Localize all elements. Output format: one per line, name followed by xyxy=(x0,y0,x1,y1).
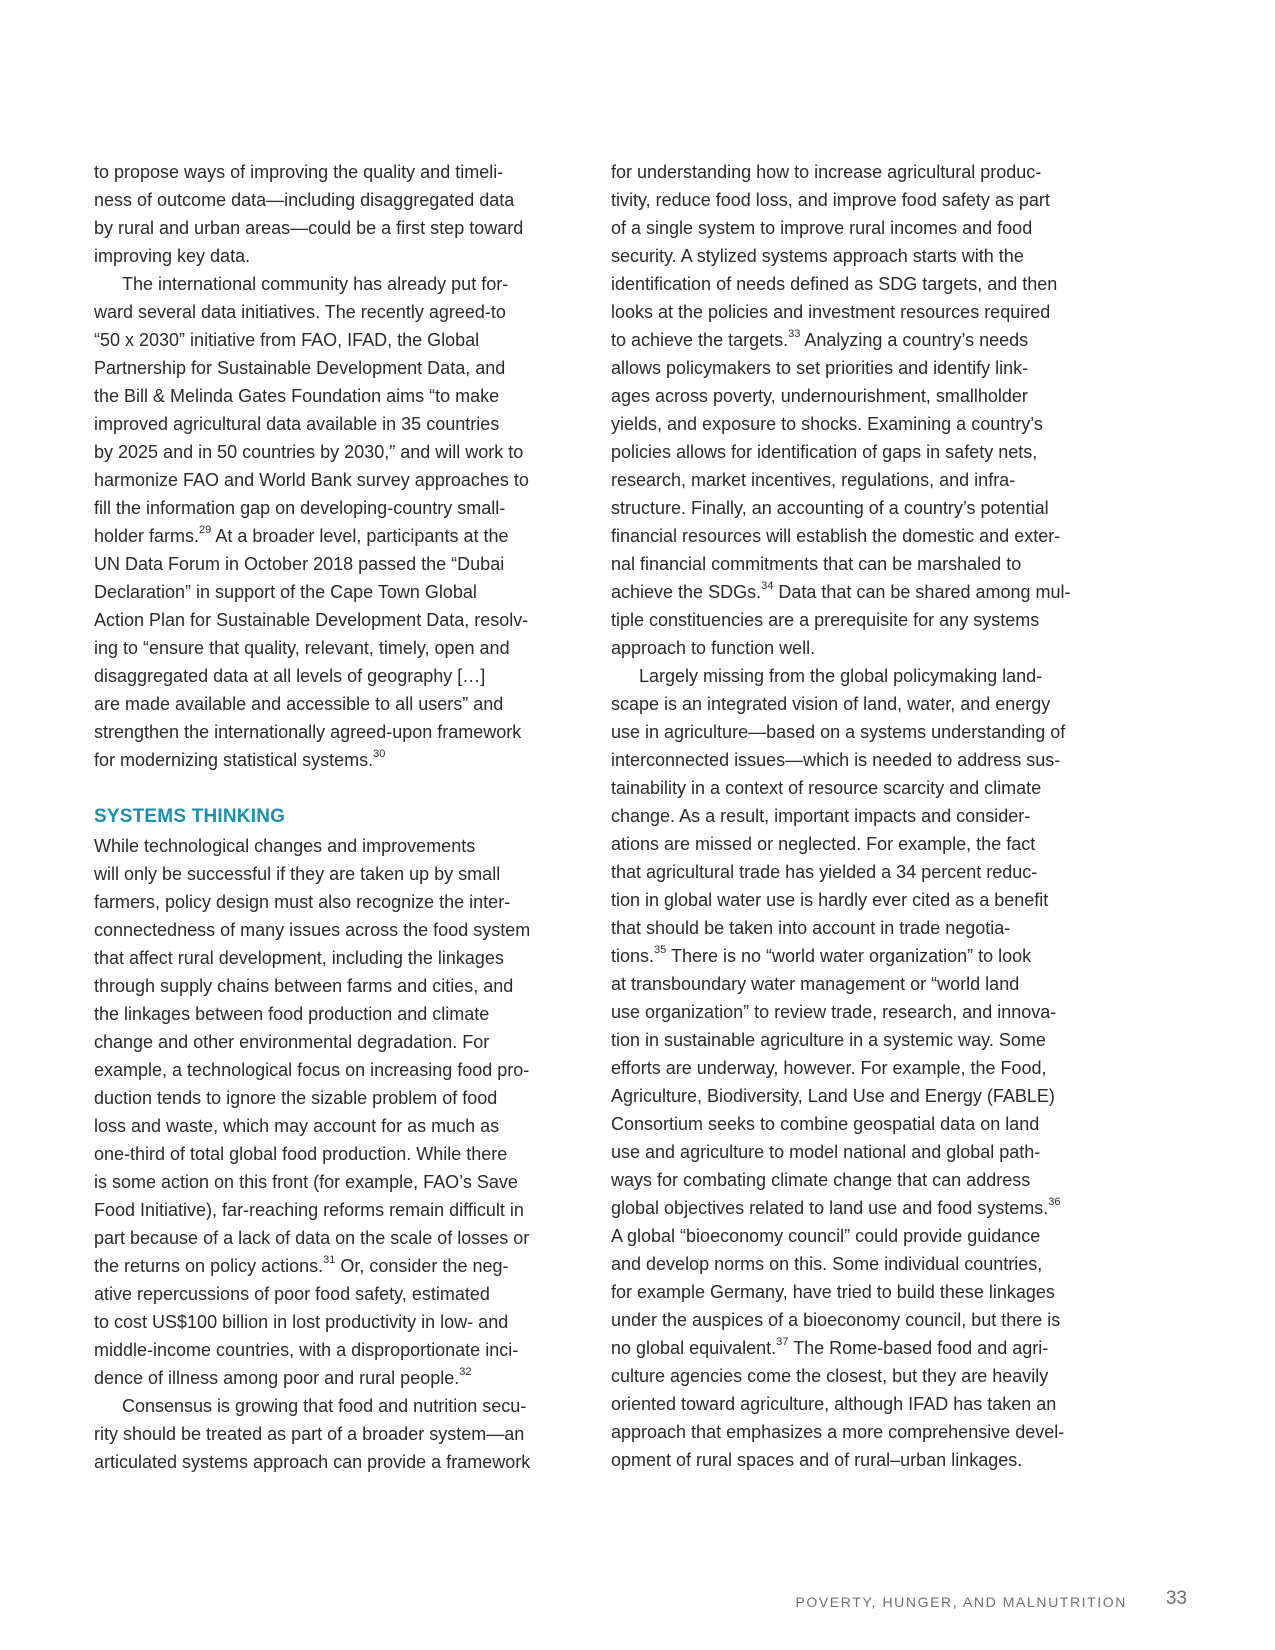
footnote-ref-34[interactable]: 34 xyxy=(761,580,774,592)
text-line xyxy=(94,746,576,774)
text-line: allows policymakers to set priorities and identify link- xyxy=(611,358,1029,378)
text-line: interconnected issues—which is needed to address sus- xyxy=(611,750,1061,770)
text-line: ness of outcome data—including disaggregated data xyxy=(94,190,515,210)
text-line: farmers, policy design must also recognize the inter- xyxy=(94,892,511,912)
text-line: oriented toward agriculture, although IFAD has taken an xyxy=(611,1394,1057,1414)
right-column xyxy=(611,158,1098,1474)
text-line: duction tends to ignore the sizable problem of food xyxy=(94,1088,498,1108)
text-line: tion in sustainable agriculture in a systemic way. Some xyxy=(611,1030,1046,1050)
text-segment: for modernizing statistical systems. xyxy=(94,750,374,770)
text-line: Action Plan for Sustainable Development Data, resolv- xyxy=(94,610,529,630)
section-heading: SYSTEMS THINKING xyxy=(94,806,286,827)
text-line: example, a technological focus on increasing food pro- xyxy=(94,1060,530,1080)
text-line: The international community has already put for- xyxy=(122,274,509,294)
text-line: rity should be treated as part of a broader system—an xyxy=(94,1424,525,1444)
text-line: and develop norms on this. Some individual countries, xyxy=(611,1254,1043,1274)
text-line: to cost US$100 billion in lost productivity in low- and xyxy=(94,1312,509,1332)
text-line: yields, and exposure to shocks. Examining a country’s xyxy=(611,414,1043,434)
text-line xyxy=(611,1194,1098,1222)
text-line: scape is an integrated vision of land, water, and energy xyxy=(611,694,1051,714)
text-segment: Or, consider the neg- xyxy=(340,1256,509,1276)
text-line: Consortium seeks to combine geospatial data on land xyxy=(611,1114,1040,1134)
text-segment: achieve the SDGs. xyxy=(611,582,762,602)
text-line: opment of rural spaces and of rural–urban linkages. xyxy=(611,1450,1023,1470)
text-line: tion in global water use is hardly ever cited as a benefit xyxy=(611,890,1049,910)
text-line: the Bill & Melinda Gates Foundation aims “to make xyxy=(94,386,500,406)
text-line: middle-income countries, with a disproportionate inci- xyxy=(94,1340,519,1360)
text-line: ing to “ensure that quality, relevant, timely, open and xyxy=(94,638,510,658)
running-head: POVERTY, HUNGER, AND MALNUTRITION xyxy=(795,1594,1127,1610)
paragraph xyxy=(94,158,576,270)
text-line: ages across poverty, undernourishment, smallholder xyxy=(611,386,1028,406)
text-line: that affect rural development, including the linkages xyxy=(94,948,504,968)
text-line: use organization” to review trade, research, and innova- xyxy=(611,1002,1057,1022)
text-line: Consensus is growing that food and nutrition secu- xyxy=(122,1396,527,1416)
text-line: of a single system to improve rural incomes and food xyxy=(611,218,1033,238)
paragraph xyxy=(611,158,1098,662)
text-line: approach that emphasizes a more comprehensive devel- xyxy=(611,1422,1065,1442)
text-line: approach to function well. xyxy=(611,638,816,658)
text-segment: At a broader level, participants at the xyxy=(215,526,509,546)
paragraph xyxy=(94,1392,576,1476)
text-line: Food Initiative), far-reaching reforms remain difficult in xyxy=(94,1200,524,1220)
footnote-ref-29[interactable]: 29 xyxy=(199,524,212,536)
text-line: A global “bioeconomy council” could provide guidance xyxy=(611,1226,1041,1246)
left-column xyxy=(94,158,576,1476)
text-line: tainability in a context of resource scarcity and climate xyxy=(611,778,1042,798)
text-segment: Analyzing a country’s needs xyxy=(804,330,1029,350)
paragraph xyxy=(611,662,1098,1474)
text-line: security. A stylized systems approach starts with the xyxy=(611,246,1024,266)
paragraph xyxy=(94,270,576,774)
text-line: at transboundary water management or “world land xyxy=(611,974,1020,994)
text-line: tiple constituencies are a prerequisite for any systems xyxy=(611,610,1040,630)
text-line: ways for combating climate change that can address xyxy=(611,1170,1031,1190)
text-segment: tions. xyxy=(611,946,655,966)
text-line: Partnership for Sustainable Development Data, and xyxy=(94,358,506,378)
text-line: nal financial commitments that can be marshaled to xyxy=(611,554,1022,574)
text-line: harmonize FAO and World Bank survey approaches to xyxy=(94,470,529,490)
text-line: use and agriculture to model national and global path- xyxy=(611,1142,1041,1162)
text-line: under the auspices of a bioeconomy council, but there is xyxy=(611,1310,1061,1330)
text-line: change and other environmental degradation. For xyxy=(94,1032,490,1052)
text-line: change. As a result, important impacts and consider- xyxy=(611,806,1031,826)
text-line xyxy=(611,326,1098,354)
text-line xyxy=(611,942,1098,970)
text-line: to propose ways of improving the quality and timeli- xyxy=(94,162,504,182)
text-line: fill the information gap on developing-country small- xyxy=(94,498,506,518)
text-line: While technological changes and improvements xyxy=(94,836,476,856)
text-segment: to achieve the targets. xyxy=(611,330,789,350)
footnote-ref-30[interactable]: 30 xyxy=(373,748,386,760)
text-line: use in agriculture—based on a systems understanding of xyxy=(611,722,1066,742)
footnote-ref-32[interactable]: 32 xyxy=(459,1366,472,1378)
text-line: strengthen the internationally agreed-upon framework xyxy=(94,722,522,742)
text-line: connectedness of many issues across the food system xyxy=(94,920,531,940)
text-line: culture agencies come the closest, but they are heavily xyxy=(611,1366,1049,1386)
text-line xyxy=(94,522,576,550)
text-line: ward several data initiatives. The recently agreed-to xyxy=(94,302,506,322)
text-line: Agriculture, Biodiversity, Land Use and Energy (FABLE) xyxy=(611,1086,1055,1106)
page-footer xyxy=(0,1588,1275,1618)
text-segment: There is no “world water organization” to look xyxy=(670,946,1032,966)
text-line: UN Data Forum in October 2018 passed the “Dubai xyxy=(94,554,505,574)
text-line: the linkages between food production and climate xyxy=(94,1004,490,1024)
text-line xyxy=(611,578,1098,606)
text-line: tivity, reduce food loss, and improve food safety as part xyxy=(611,190,1050,210)
footnote-ref-35[interactable]: 35 xyxy=(654,944,667,956)
text-line: are made available and accessible to all users” and xyxy=(94,694,504,714)
text-segment: the returns on policy actions. xyxy=(94,1256,324,1276)
spacer xyxy=(94,774,576,802)
text-segment: holder farms. xyxy=(94,526,200,546)
footnote-ref-31[interactable]: 31 xyxy=(323,1254,336,1266)
paragraph xyxy=(94,832,576,1392)
text-line: will only be successful if they are taken up by small xyxy=(94,864,501,884)
text-segment: The Rome-based food and agri- xyxy=(793,1338,1049,1358)
text-segment: global objectives related to land use and food systems. xyxy=(611,1198,1049,1218)
text-line: identification of needs defined as SDG targets, and then xyxy=(611,274,1058,294)
text-line: Declaration” in support of the Cape Town Global xyxy=(94,582,477,602)
footnote-ref-36[interactable]: 36 xyxy=(1048,1196,1061,1208)
text-line: looks at the policies and investment resources required xyxy=(611,302,1051,322)
text-segment: no global equivalent. xyxy=(611,1338,777,1358)
text-line: ations are missed or neglected. For example, the fact xyxy=(611,834,1036,854)
text-line: improved agricultural data available in 35 countries xyxy=(94,414,500,434)
text-line: articulated systems approach can provide a framework xyxy=(94,1452,531,1472)
text-line: that should be taken into account in trade negotia- xyxy=(611,918,1011,938)
text-line: Largely missing from the global policymaking land- xyxy=(639,666,1043,686)
text-line: through supply chains between farms and cities, and xyxy=(94,976,514,996)
text-line: by rural and urban areas—could be a first step toward xyxy=(94,218,524,238)
text-line: disaggregated data at all levels of geography […] xyxy=(94,666,486,686)
text-line: one-third of total global food production. While there xyxy=(94,1144,508,1164)
text-line: by 2025 and in 50 countries by 2030,” and will work to xyxy=(94,442,524,462)
text-line: research, market incentives, regulations, and infra- xyxy=(611,470,1016,490)
text-line: loss and waste, which may account for as much as xyxy=(94,1116,500,1136)
text-line: improving key data. xyxy=(94,246,251,266)
text-line: policies allows for identification of gaps in safety nets, xyxy=(611,442,1038,462)
text-line: financial resources will establish the domestic and exter- xyxy=(611,526,1061,546)
text-line xyxy=(611,1334,1098,1362)
footnote-ref-33[interactable]: 33 xyxy=(788,328,801,340)
text-line: “50 x 2030” initiative from FAO, IFAD, the Global xyxy=(94,330,480,350)
page-number: 33 xyxy=(1165,1588,1187,1609)
footnote-ref-37[interactable]: 37 xyxy=(776,1336,789,1348)
text-line xyxy=(94,1364,576,1392)
text-line: efforts are underway, however. For example, the Food, xyxy=(611,1058,1047,1078)
text-segment: Data that can be shared among mul- xyxy=(778,582,1071,602)
text-line: structure. Finally, an accounting of a country’s potential xyxy=(611,498,1049,518)
text-segment: dence of illness among poor and rural people. xyxy=(94,1368,460,1388)
text-line xyxy=(94,1252,576,1280)
text-line: ative repercussions of poor food safety, estimated xyxy=(94,1284,490,1304)
text-line: that agricultural trade has yielded a 34 percent reduc- xyxy=(611,862,1038,882)
text-line: part because of a lack of data on the scale of losses or xyxy=(94,1228,530,1248)
text-line: is some action on this front (for example, FAO’s Save xyxy=(94,1172,518,1192)
text-line: for example Germany, have tried to build these linkages xyxy=(611,1282,1055,1302)
text-line: for understanding how to increase agricultural produc- xyxy=(611,162,1042,182)
